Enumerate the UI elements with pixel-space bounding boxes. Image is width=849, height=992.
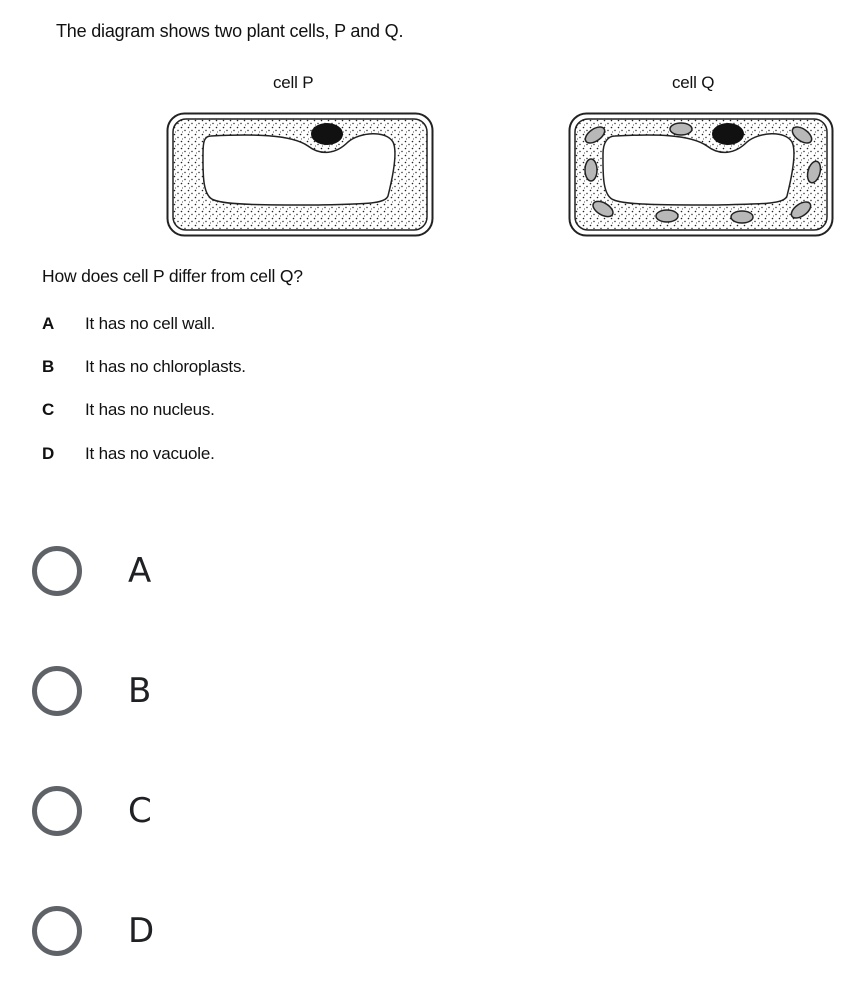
cell-p-nucleus [311, 123, 343, 145]
chloroplast [656, 210, 678, 222]
question-prompt: How does cell P differ from cell Q? [42, 266, 303, 286]
option-letter: A [42, 314, 55, 333]
answer-label-a: A [128, 551, 152, 591]
option-letter: C [42, 400, 55, 419]
question-intro: The diagram shows two plant cells, P and Q. [56, 21, 404, 41]
option-text: It has no nucleus. [85, 400, 215, 419]
chloroplast [731, 211, 753, 223]
cell-q-label: cell Q [672, 73, 715, 92]
answer-label-c: C [128, 791, 152, 831]
radio-button-d[interactable] [32, 906, 82, 956]
answer-label-b: B [128, 671, 152, 711]
cell-q-nucleus [712, 123, 744, 145]
chloroplast [585, 159, 597, 181]
cell-p-label: cell P [273, 73, 314, 92]
cell-p-diagram [166, 112, 434, 238]
radio-button-b[interactable] [32, 666, 82, 716]
answer-choice-c[interactable] [32, 786, 152, 836]
chloroplast [670, 123, 692, 135]
answer-choice-a[interactable] [32, 546, 151, 596]
cell-q-diagram [568, 112, 834, 238]
answer-choice-d[interactable] [32, 906, 154, 956]
option-letter: B [42, 357, 55, 376]
option-c [42, 400, 215, 420]
radio-button-c[interactable] [32, 786, 82, 836]
answer-label-d: D [128, 911, 155, 951]
cell-p-vacuole [203, 134, 395, 205]
option-text: It has no vacuole. [85, 444, 215, 463]
option-b [42, 357, 246, 377]
option-text: It has no cell wall. [85, 314, 216, 333]
option-a [42, 314, 215, 334]
option-letter: D [42, 444, 55, 463]
option-d [42, 444, 215, 464]
answer-choice-b[interactable] [32, 666, 151, 716]
cell-q-vacuole [603, 134, 794, 205]
option-text: It has no chloroplasts. [85, 357, 246, 376]
radio-button-a[interactable] [32, 546, 82, 596]
